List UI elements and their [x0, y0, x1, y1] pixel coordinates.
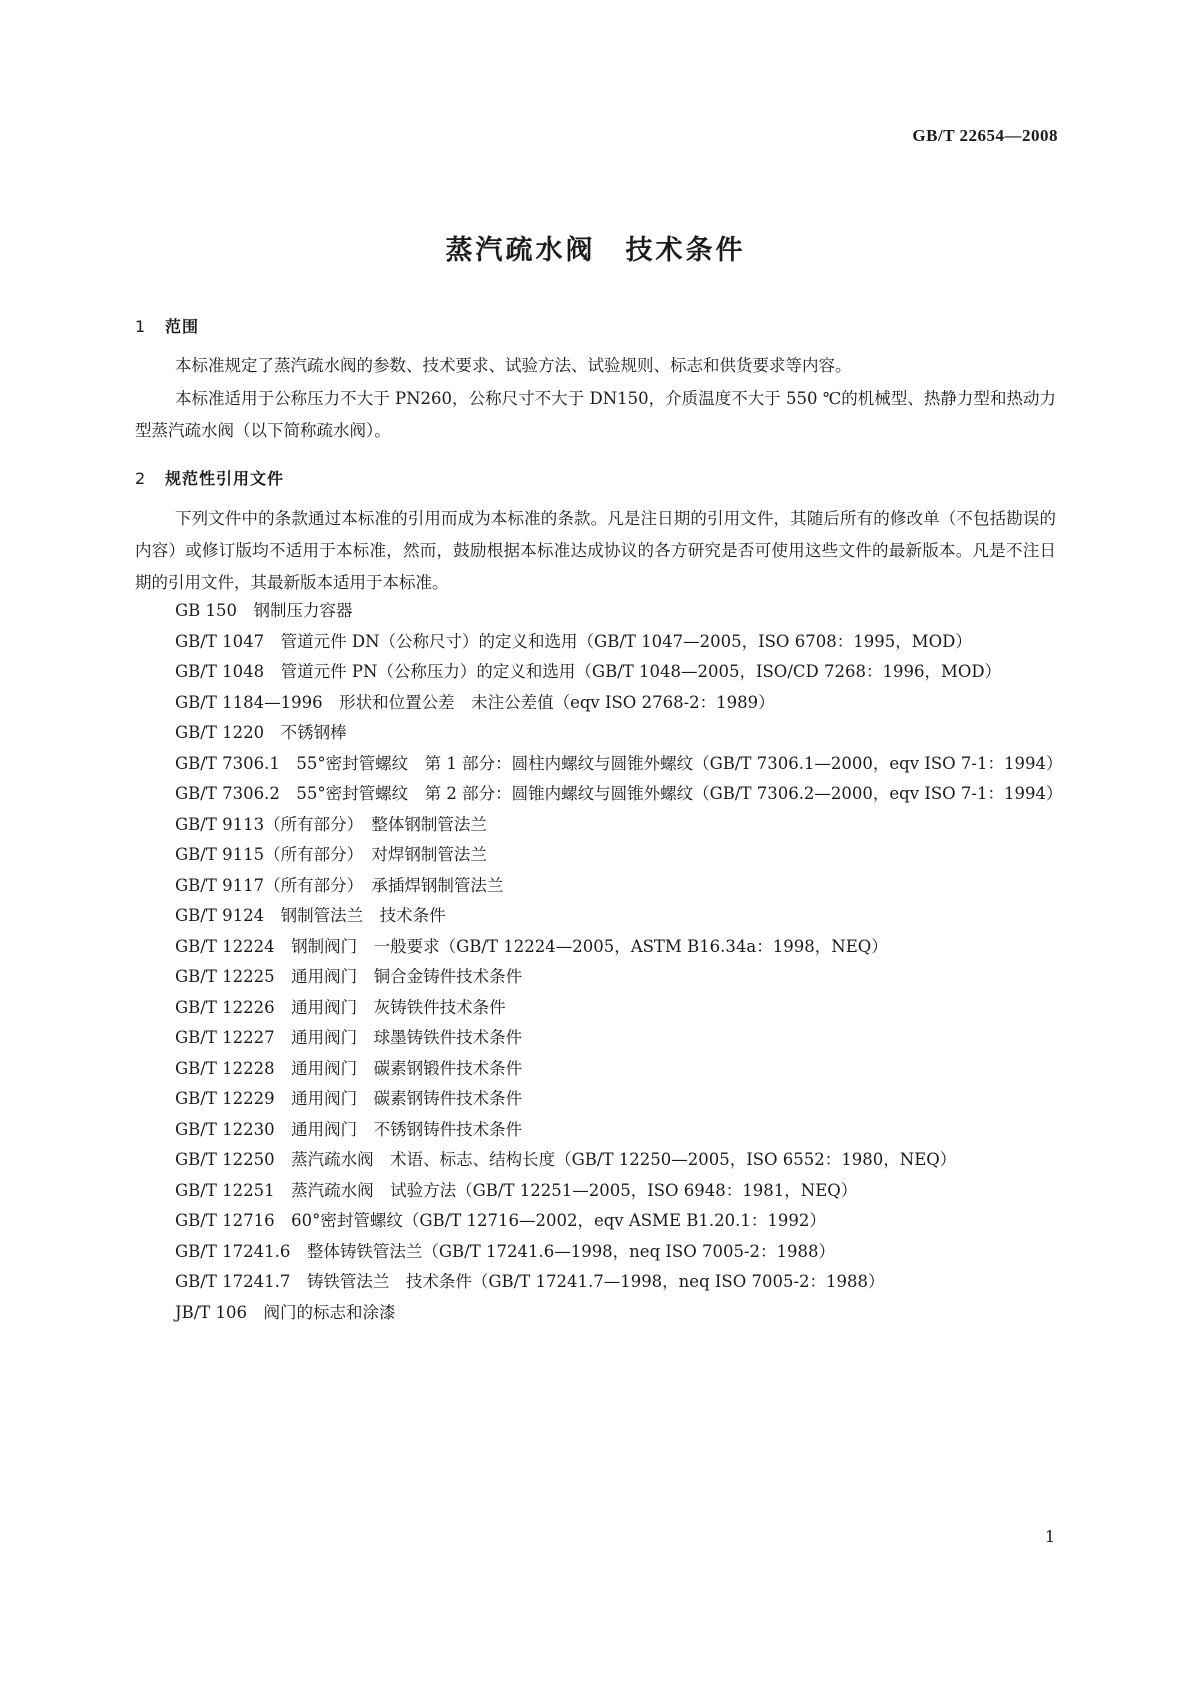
reference-item: GB 150 钢制压力容器	[175, 601, 353, 620]
section-heading-scope	[135, 314, 199, 337]
standard-code: GB/T 22654—2008	[912, 126, 1058, 145]
reference-item: GB/T 12224 钢制阀门 一般要求（GB/T 12224—2005，ASTM B16.34a：1998，NEQ）	[175, 936, 888, 956]
reference-item: GB/T 12229 通用阀门 碳素钢铸件技术条件	[175, 1089, 523, 1108]
section-heading-normative-references	[135, 466, 284, 489]
page-number: 1	[1044, 1527, 1055, 1546]
reference-item: GB/T 17241.7 铸铁管法兰 技术条件（GB/T 17241.7—1998，neq ISO 7005-2：1988）	[175, 1272, 885, 1291]
reference-item: GB/T 12716 60°密封管螺纹（GB/T 12716—2002，eqv ASME B1.20.1：1992）	[175, 1211, 826, 1230]
reference-item: GB/T 9113（所有部分） 整体钢制管法兰	[175, 814, 487, 834]
reference-item: GB/T 12230 通用阀门 不锈钢铸件技术条件	[175, 1119, 523, 1139]
document-title: 蒸汽疏水阀 技术条件	[445, 235, 746, 266]
reference-item: GB/T 1048 管道元件 PN（公称压力）的定义和选用（GB/T 1048—2005，ISO/CD 7268：1996，MOD）	[175, 662, 1002, 681]
section-title: 规范性引用文件	[165, 469, 285, 488]
references-intro-paragraph: 下列文件中的条款通过本标准的引用而成为本标准的条款。凡是注日期的引用文件，其随后所有的修改单（不包括勘误的内容）或修订版均不适用于本标准，然而，鼓励根据本标准达成协议的各方研究是否可使用这些文件的最新版本。凡是不注日期的引用文件，其最新版本适用于本标准。	[135, 509, 1056, 592]
reference-item: GB/T 9124 钢制管法兰 技术条件	[175, 906, 446, 925]
reference-item: JB/T 106 阀门的标志和涂漆	[175, 1302, 396, 1322]
reference-item: GB/T 1047 管道元件 DN（公称尺寸）的定义和选用（GB/T 1047—2005，ISO 6708：1995，MOD）	[175, 631, 972, 651]
reference-item: GB/T 1184—1996 形状和位置公差 未注公差值（eqv ISO 2768-2：1989）	[175, 692, 775, 712]
reference-item: GB/T 12226 通用阀门 灰铸铁件技术条件	[175, 997, 506, 1017]
reference-item: GB/T 1220 不锈钢棒	[175, 723, 347, 742]
reference-item: GB/T 12228 通用阀门 碳素钢锻件技术条件	[175, 1058, 523, 1078]
reference-item: GB/T 9115（所有部分） 对焊钢制管法兰	[175, 845, 487, 864]
reference-item: GB/T 7306.1 55°密封管螺纹 第 1 部分：圆柱内螺纹与圆锥外螺纹（GB/T 7306.1—2000，eqv ISO 7-1：1994）	[175, 753, 1063, 773]
reference-item: GB/T 12250 蒸汽疏水阀 术语、标志、结构长度（GB/T 12250—2005，ISO 6552：1980，NEQ）	[175, 1150, 957, 1169]
reference-item: GB/T 12251 蒸汽疏水阀 试验方法（GB/T 12251—2005，ISO 6948：1981，NEQ）	[175, 1180, 858, 1200]
reference-list	[135, 596, 1063, 1328]
scope-paragraph-2: 本标准适用于公称压力不大于 PN260，公称尺寸不大于 DN150，介质温度不大于 550 ℃的机械型、热静力型和热动力型蒸汽疏水阀（以下简称疏水阀）。	[135, 389, 1056, 440]
reference-item: GB/T 7306.2 55°密封管螺纹 第 2 部分：圆锥内螺纹与圆锥外螺纹（GB/T 7306.2—2000，eqv ISO 7-1：1994）	[175, 784, 1063, 803]
section-number: 1	[135, 317, 147, 336]
reference-item: GB/T 9117（所有部分） 承插焊钢制管法兰	[175, 875, 504, 895]
reference-item: GB/T 17241.6 整体铸铁管法兰（GB/T 17241.6—1998，neq ISO 7005-2：1988）	[175, 1241, 836, 1261]
section-title: 范围	[165, 317, 200, 336]
scope-paragraph-1: 本标准规定了蒸汽疏水阀的参数、技术要求、试验方法、试验规则、标志和供货要求等内容。	[175, 356, 852, 375]
reference-item: GB/T 12227 通用阀门 球墨铸铁件技术条件	[175, 1028, 523, 1047]
reference-item: GB/T 12225 通用阀门 铜合金铸件技术条件	[175, 967, 523, 986]
section-number: 2	[135, 469, 147, 488]
